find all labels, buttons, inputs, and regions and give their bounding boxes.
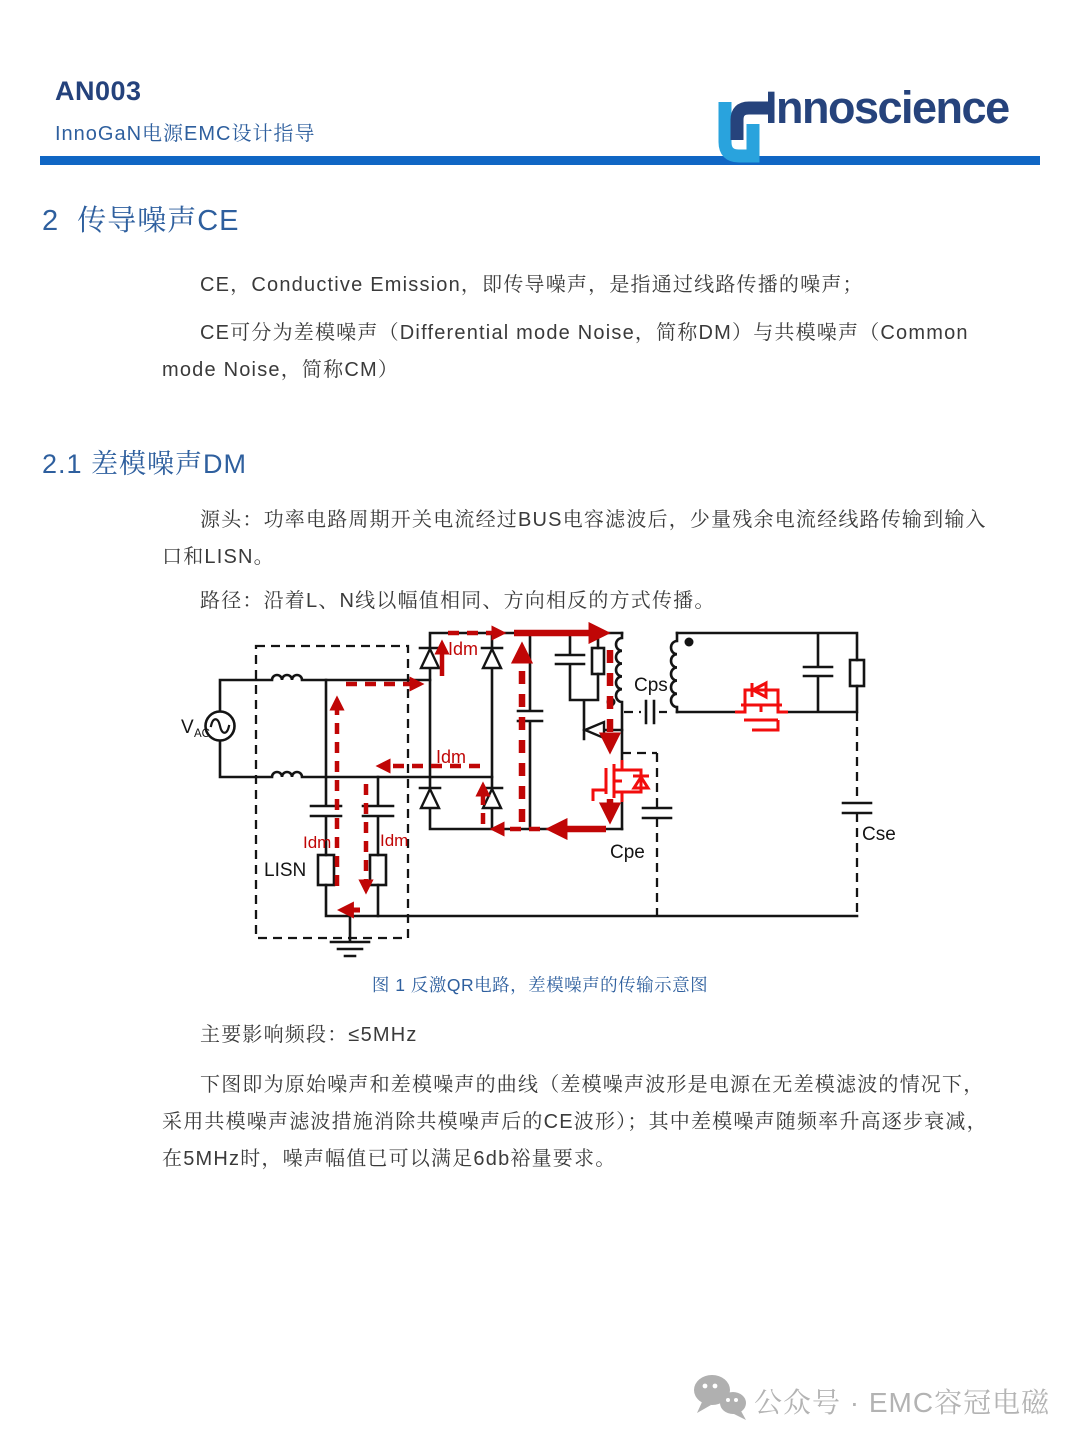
figure-1-flyback-qr-circuit: [150, 615, 930, 975]
paragraph-line: 源头：功率电路周期开关电流经过BUS电容滤波后，少量残余电流经线路传输到输入: [200, 509, 987, 531]
paragraph-line: 主要影响频段：≤5MHz: [200, 1024, 418, 1046]
cse-label: Cse: [862, 824, 896, 845]
output-loop: [677, 633, 857, 712]
lisn-resistor-right: [370, 855, 386, 885]
primary-gan-fet-icon: [593, 760, 649, 802]
vac-subscript: AC: [194, 728, 210, 740]
paragraph-line: CE可分为差模噪声（Differential mode Noise，简称DM）与共模噪声（Common: [200, 322, 969, 344]
clamp-diode-icon: [585, 722, 604, 738]
paragraph-line: 在5MHz时，噪声幅值已可以满足6db裕量要求。: [162, 1148, 617, 1170]
circuit-wiring: [206, 633, 872, 956]
lisn-boundary-box: [256, 646, 408, 938]
logo-wordmark: Innoscience: [765, 82, 1009, 133]
doc-id: AN003: [55, 76, 142, 106]
watermark-text: 公众号 · EMC容冠电磁: [754, 1387, 1051, 1418]
lisn-resistor-left: [318, 855, 334, 885]
cpe-label: Cpe: [610, 842, 645, 863]
secondary-fet-icon: [735, 683, 788, 730]
wechat-icon: [690, 1372, 754, 1424]
idm-label-3: Idm: [303, 833, 332, 852]
vac-label: V: [181, 717, 194, 738]
lisn-label: LISN: [264, 860, 307, 881]
innoscience-logo: [695, 80, 1040, 146]
idm-label-4: Idm: [380, 831, 409, 850]
diode-bottom-right-icon: [483, 789, 501, 808]
idm-label-1: Idm: [448, 639, 479, 659]
doc-subtitle: InnoGaN电源EMC设计指导: [55, 123, 316, 145]
paragraph-line: 路径：沿着L、N线以幅值相同、方向相反的方式传播。: [200, 590, 716, 612]
section-heading-2-1: 2.1 差模噪声DM: [42, 449, 248, 479]
diodes: [421, 649, 604, 808]
cps-label: Cps: [634, 675, 668, 696]
paragraph-line: 采用共模噪声滤波措施消除共模噪声后的CE波形）；其中差模噪声随频率升高逐步衰减，: [162, 1111, 988, 1133]
lisn-network-and-ground: [311, 680, 393, 956]
load-resistor: [850, 660, 864, 686]
paragraph-line: 下图即为原始噪声和差模噪声的曲线（差模噪声波形是电源在无差模滤波的情况下，: [200, 1074, 985, 1096]
diode-top-right-icon: [483, 649, 501, 668]
diode-bottom-left-icon: [421, 789, 439, 808]
paragraph-line: 口和LISN。: [162, 546, 275, 568]
paragraph-line: mode Noise，简称CM）: [162, 359, 400, 381]
transformer-secondary: [671, 633, 677, 712]
diode-top-left-icon: [421, 649, 439, 668]
idm-label-2: Idm: [436, 747, 467, 767]
section-heading-2: 2 传导噪声CE: [42, 205, 240, 237]
secondary-polarity-dot: [685, 638, 694, 647]
header-rule: [40, 156, 1040, 165]
paragraph-line: CE，Conductive Emission，即传导噪声，是指通过线路传播的噪声；: [200, 274, 864, 296]
snubber-resistor: [592, 648, 604, 674]
figure-caption: 图 1 反激QR电路，差模噪声的传输示意图: [371, 975, 709, 995]
